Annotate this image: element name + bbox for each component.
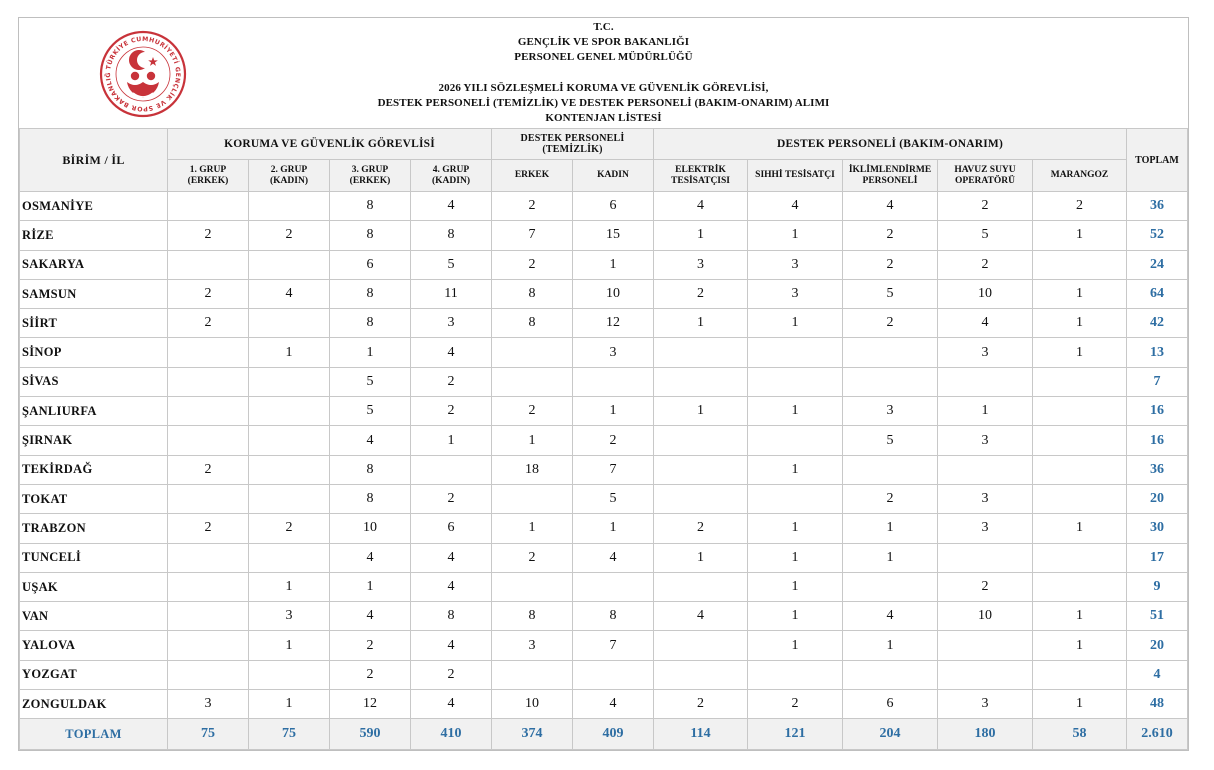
quota-cell: 3	[654, 250, 748, 279]
quota-cell	[168, 484, 249, 513]
province-name: SAMSUN	[20, 279, 168, 308]
quota-cell	[168, 543, 249, 572]
quota-cell	[1033, 455, 1127, 484]
table-row	[20, 690, 1188, 719]
column-header: ERKEK	[492, 160, 573, 192]
quota-cell: 8	[492, 309, 573, 338]
quota-cell: 2	[411, 367, 492, 396]
quota-cell: 8	[330, 455, 411, 484]
province-name: SİNOP	[20, 338, 168, 367]
column-total-cell: 204	[843, 719, 938, 750]
quota-cell: 4	[411, 690, 492, 719]
quota-cell: 4	[654, 192, 748, 221]
row-total-cell: 7	[1127, 367, 1188, 396]
quota-cell	[843, 455, 938, 484]
province-name: ŞIRNAK	[20, 426, 168, 455]
quota-cell: 3	[492, 631, 573, 660]
table-row	[20, 572, 1188, 601]
quota-cell	[492, 572, 573, 601]
quota-cell	[938, 455, 1033, 484]
quota-cell	[249, 543, 330, 572]
quota-cell: 2	[938, 192, 1033, 221]
quota-cell: 18	[492, 455, 573, 484]
quota-cell: 10	[938, 602, 1033, 631]
column-header: KADIN	[573, 160, 654, 192]
quota-cell: 12	[573, 309, 654, 338]
quota-cell	[938, 367, 1033, 396]
quota-cell	[748, 367, 843, 396]
table-row	[20, 631, 1188, 660]
row-total-cell: 51	[1127, 602, 1188, 631]
table-row	[20, 543, 1188, 572]
quota-cell: 1	[748, 572, 843, 601]
quota-cell: 8	[573, 602, 654, 631]
quota-cell: 2	[168, 309, 249, 338]
row-total-cell: 16	[1127, 397, 1188, 426]
column-total-cell: 58	[1033, 719, 1127, 750]
row-total-cell: 4	[1127, 660, 1188, 689]
quota-cell	[748, 426, 843, 455]
quota-cell: 5	[843, 426, 938, 455]
table-row	[20, 514, 1188, 543]
quota-cell	[573, 367, 654, 396]
quota-table	[19, 128, 1188, 750]
svg-text:TÜRKİYE CUMHURİYETİ GENÇLİK VE: TÜRKİYE CUMHURİYETİ GENÇLİK VE SPOR BAKANLIĞ	[104, 35, 182, 113]
quota-cell	[168, 397, 249, 426]
quota-cell: 1	[843, 514, 938, 543]
quota-cell: 1	[492, 426, 573, 455]
province-name: ŞANLIURFA	[20, 397, 168, 426]
quota-cell: 1	[1033, 279, 1127, 308]
row-total-cell: 20	[1127, 484, 1188, 513]
header-line-tc: T.C.	[593, 21, 614, 33]
quota-cell: 4	[411, 572, 492, 601]
quota-cell: 11	[411, 279, 492, 308]
quota-cell	[168, 250, 249, 279]
quota-cell: 3	[938, 484, 1033, 513]
grand-total-cell: 2.610	[1127, 719, 1188, 750]
quota-cell	[654, 338, 748, 367]
document-header	[19, 18, 1188, 129]
quota-cell	[1033, 543, 1127, 572]
quota-cell: 2	[411, 660, 492, 689]
row-header-cell: BİRİM / İL	[20, 129, 168, 192]
quota-cell: 6	[330, 250, 411, 279]
quota-cell	[1033, 484, 1127, 513]
table-row	[20, 192, 1188, 221]
quota-cell: 5	[573, 484, 654, 513]
quota-cell	[654, 572, 748, 601]
quota-cell: 1	[843, 543, 938, 572]
quota-cell: 7	[492, 221, 573, 250]
quota-cell	[748, 338, 843, 367]
quota-cell: 4	[748, 192, 843, 221]
quota-cell: 3	[938, 514, 1033, 543]
quota-cell: 8	[492, 279, 573, 308]
quota-cell: 1	[249, 572, 330, 601]
quota-cell: 8	[330, 221, 411, 250]
quota-cell: 2	[249, 514, 330, 543]
quota-cell	[654, 631, 748, 660]
column-header: 1. GRUP (ERKEK)	[168, 160, 249, 192]
quota-cell: 10	[573, 279, 654, 308]
quota-cell	[654, 484, 748, 513]
header-line-directorate: PERSONEL GENEL MÜDÜRLÜĞÜ	[514, 51, 693, 63]
row-total-cell: 36	[1127, 455, 1188, 484]
quota-cell: 3	[938, 426, 1033, 455]
quota-cell: 2	[330, 660, 411, 689]
quota-cell: 8	[330, 279, 411, 308]
table-row	[20, 602, 1188, 631]
quota-cell: 2	[492, 543, 573, 572]
quota-cell: 1	[573, 250, 654, 279]
quota-cell: 7	[573, 631, 654, 660]
quota-cell: 2	[492, 192, 573, 221]
quota-cell	[492, 660, 573, 689]
table-row	[20, 397, 1188, 426]
quota-cell	[249, 455, 330, 484]
column-header: HAVUZ SUYU OPERATÖRÜ	[938, 160, 1033, 192]
quota-cell	[654, 367, 748, 396]
province-name: RİZE	[20, 221, 168, 250]
quota-cell: 2	[168, 221, 249, 250]
province-name: TEKİRDAĞ	[20, 455, 168, 484]
quota-cell: 8	[330, 484, 411, 513]
quota-cell: 1	[330, 572, 411, 601]
quota-cell: 4	[411, 543, 492, 572]
column-total-cell: 409	[573, 719, 654, 750]
table-body	[20, 192, 1188, 719]
quota-cell: 4	[573, 543, 654, 572]
quota-cell: 1	[249, 338, 330, 367]
quota-cell: 2	[843, 309, 938, 338]
quota-cell	[938, 631, 1033, 660]
footer-total-row	[20, 719, 1188, 750]
quota-cell: 2	[654, 279, 748, 308]
column-header: ELEKTRİK TESİSATÇISI	[654, 160, 748, 192]
table-row	[20, 426, 1188, 455]
province-name: ZONGULDAK	[20, 690, 168, 719]
quota-cell: 4	[938, 309, 1033, 338]
row-total-cell: 52	[1127, 221, 1188, 250]
footer-label: TOPLAM	[20, 719, 168, 750]
quota-cell: 5	[330, 367, 411, 396]
column-total-cell: 590	[330, 719, 411, 750]
column-header: 2. GRUP (KADIN)	[249, 160, 330, 192]
header-line-title-2: DESTEK PERSONELİ (TEMİZLİK) VE DESTEK PERSONELİ (BAKIM-ONARIM) ALIMI	[377, 97, 830, 109]
quota-cell: 1	[1033, 309, 1127, 338]
quota-cell: 1	[1033, 602, 1127, 631]
quota-cell: 4	[654, 602, 748, 631]
province-name: SİVAS	[20, 367, 168, 396]
quota-cell: 2	[843, 484, 938, 513]
quota-cell	[249, 192, 330, 221]
quota-cell	[748, 660, 843, 689]
quota-cell: 8	[492, 602, 573, 631]
table-row	[20, 484, 1188, 513]
quota-cell: 2	[168, 455, 249, 484]
table-row	[20, 309, 1188, 338]
quota-cell: 5	[411, 250, 492, 279]
quota-cell	[249, 484, 330, 513]
row-total-cell: 42	[1127, 309, 1188, 338]
quota-cell: 1	[748, 309, 843, 338]
quota-cell	[249, 660, 330, 689]
quota-cell: 2	[938, 250, 1033, 279]
quota-cell: 2	[492, 250, 573, 279]
quota-cell: 5	[330, 397, 411, 426]
quota-cell	[843, 338, 938, 367]
column-total-cell: 75	[168, 719, 249, 750]
quota-cell: 1	[1033, 631, 1127, 660]
quota-cell: 4	[330, 543, 411, 572]
quota-cell: 1	[654, 221, 748, 250]
header-line-title-1: 2026 YILI SÖZLEŞMELİ KORUMA VE GÜVENLİK GÖREVLİSİ,	[438, 82, 769, 94]
quota-cell: 2	[573, 426, 654, 455]
province-name: OSMANİYE	[20, 192, 168, 221]
quota-cell	[654, 455, 748, 484]
quota-cell: 3	[249, 602, 330, 631]
row-total-cell: 48	[1127, 690, 1188, 719]
quota-cell: 2	[249, 221, 330, 250]
quota-cell	[843, 367, 938, 396]
province-name: VAN	[20, 602, 168, 631]
quota-cell	[1033, 426, 1127, 455]
column-header: 4. GRUP (KADIN)	[411, 160, 492, 192]
quota-cell: 1	[1033, 338, 1127, 367]
quota-cell: 6	[843, 690, 938, 719]
quota-cell	[492, 484, 573, 513]
quota-cell: 4	[330, 426, 411, 455]
header-line-title-3: KONTENJAN LİSTESİ	[545, 112, 662, 124]
quota-cell: 1	[330, 338, 411, 367]
quota-cell: 2	[411, 397, 492, 426]
quota-cell	[654, 660, 748, 689]
quota-cell: 7	[573, 455, 654, 484]
quota-cell: 4	[843, 602, 938, 631]
quota-cell: 3	[411, 309, 492, 338]
quota-cell: 3	[938, 690, 1033, 719]
quota-cell: 1	[573, 397, 654, 426]
quota-cell	[492, 367, 573, 396]
quota-cell	[249, 426, 330, 455]
province-name: YALOVA	[20, 631, 168, 660]
quota-cell	[654, 426, 748, 455]
province-name: SİİRT	[20, 309, 168, 338]
quota-cell: 1	[748, 397, 843, 426]
quota-cell: 1	[654, 397, 748, 426]
quota-cell	[1033, 250, 1127, 279]
quota-cell	[843, 660, 938, 689]
quota-cell: 3	[748, 250, 843, 279]
column-header: SIHHİ TESİSATÇI	[748, 160, 843, 192]
province-name: TRABZON	[20, 514, 168, 543]
quota-cell: 1	[1033, 690, 1127, 719]
row-total-cell: 20	[1127, 631, 1188, 660]
quota-cell: 4	[411, 192, 492, 221]
quota-cell: 1	[249, 631, 330, 660]
quota-cell: 1	[748, 514, 843, 543]
row-total-cell: 13	[1127, 338, 1188, 367]
column-total-cell: 410	[411, 719, 492, 750]
quota-cell: 5	[843, 279, 938, 308]
quota-cell: 1	[1033, 221, 1127, 250]
quota-cell: 10	[492, 690, 573, 719]
quota-cell: 2	[843, 250, 938, 279]
column-total-cell: 180	[938, 719, 1033, 750]
quota-cell	[168, 602, 249, 631]
quota-cell: 10	[330, 514, 411, 543]
quota-cell: 6	[573, 192, 654, 221]
quota-cell: 4	[249, 279, 330, 308]
quota-cell	[1033, 367, 1127, 396]
quota-cell: 2	[330, 631, 411, 660]
province-name: YOZGAT	[20, 660, 168, 689]
quota-cell	[1033, 572, 1127, 601]
quota-cell: 4	[411, 631, 492, 660]
column-total-cell: 75	[249, 719, 330, 750]
quota-cell	[843, 572, 938, 601]
quota-cell: 2	[938, 572, 1033, 601]
quota-cell: 1	[843, 631, 938, 660]
quota-cell	[249, 367, 330, 396]
quota-cell: 1	[573, 514, 654, 543]
quota-cell	[168, 426, 249, 455]
column-total-cell: 121	[748, 719, 843, 750]
quota-cell	[1033, 660, 1127, 689]
header-line-ministry: GENÇLİK VE SPOR BAKANLIĞI	[517, 36, 690, 48]
quota-cell	[938, 660, 1033, 689]
group-header-maintenance: DESTEK PERSONELİ (BAKIM-ONARIM)	[654, 129, 1127, 160]
quota-cell: 2	[843, 221, 938, 250]
province-name: SAKARYA	[20, 250, 168, 279]
table-row	[20, 221, 1188, 250]
quota-cell: 2	[654, 514, 748, 543]
quota-cell: 2	[654, 690, 748, 719]
quota-cell: 6	[411, 514, 492, 543]
group-header-security: KORUMA VE GÜVENLİK GÖREVLİSİ	[168, 129, 492, 160]
quota-cell: 1	[1033, 514, 1127, 543]
column-header: 3. GRUP (ERKEK)	[330, 160, 411, 192]
quota-cell: 2	[748, 690, 843, 719]
quota-cell: 3	[748, 279, 843, 308]
row-total-cell: 24	[1127, 250, 1188, 279]
province-name: TUNCELİ	[20, 543, 168, 572]
group-header-cleaning: DESTEK PERSONELİ (TEMİZLİK)	[492, 129, 654, 160]
table-row	[20, 250, 1188, 279]
quota-cell: 10	[938, 279, 1033, 308]
column-header-row	[20, 160, 1188, 192]
quota-cell: 2	[168, 279, 249, 308]
quota-cell	[938, 543, 1033, 572]
quota-cell: 2	[1033, 192, 1127, 221]
column-total-cell: 374	[492, 719, 573, 750]
quota-cell: 5	[938, 221, 1033, 250]
row-total-cell: 30	[1127, 514, 1188, 543]
row-total-cell: 9	[1127, 572, 1188, 601]
quota-cell	[168, 631, 249, 660]
quota-cell	[168, 367, 249, 396]
quota-cell: 8	[411, 221, 492, 250]
total-header-cell: TOPLAM	[1127, 129, 1188, 192]
quota-cell	[168, 192, 249, 221]
quota-cell: 3	[573, 338, 654, 367]
quota-cell: 4	[330, 602, 411, 631]
quota-cell: 1	[938, 397, 1033, 426]
quota-cell: 3	[938, 338, 1033, 367]
quota-cell: 8	[330, 192, 411, 221]
quota-cell: 1	[748, 221, 843, 250]
quota-cell: 8	[330, 309, 411, 338]
quota-cell: 4	[843, 192, 938, 221]
document-page	[18, 17, 1189, 751]
quota-cell: 15	[573, 221, 654, 250]
quota-cell: 1	[654, 309, 748, 338]
quota-cell	[573, 660, 654, 689]
quota-cell: 4	[573, 690, 654, 719]
quota-cell: 1	[411, 426, 492, 455]
quota-cell: 1	[748, 631, 843, 660]
column-total-cell: 114	[654, 719, 748, 750]
column-header: MARANGOZ	[1033, 160, 1127, 192]
quota-cell: 12	[330, 690, 411, 719]
table-row	[20, 279, 1188, 308]
quota-cell: 1	[654, 543, 748, 572]
quota-cell: 2	[492, 397, 573, 426]
quota-cell: 2	[411, 484, 492, 513]
quota-cell: 1	[492, 514, 573, 543]
quota-cell	[249, 397, 330, 426]
province-name: TOKAT	[20, 484, 168, 513]
row-total-cell: 36	[1127, 192, 1188, 221]
row-total-cell: 16	[1127, 426, 1188, 455]
row-total-cell: 64	[1127, 279, 1188, 308]
quota-cell: 1	[748, 543, 843, 572]
quota-cell	[249, 309, 330, 338]
row-total-cell: 17	[1127, 543, 1188, 572]
quota-cell	[168, 660, 249, 689]
quota-cell: 2	[168, 514, 249, 543]
quota-cell: 3	[168, 690, 249, 719]
quota-cell: 1	[748, 455, 843, 484]
quota-cell: 1	[748, 602, 843, 631]
quota-cell: 4	[411, 338, 492, 367]
quota-cell	[168, 338, 249, 367]
table-row	[20, 455, 1188, 484]
quota-cell	[249, 250, 330, 279]
quota-cell: 3	[843, 397, 938, 426]
quota-cell	[492, 338, 573, 367]
quota-cell	[573, 572, 654, 601]
quota-cell	[168, 572, 249, 601]
table-row	[20, 660, 1188, 689]
quota-cell	[1033, 397, 1127, 426]
province-name: UŞAK	[20, 572, 168, 601]
table-row	[20, 338, 1188, 367]
column-header: İKLİMLENDİRME PERSONELİ	[843, 160, 938, 192]
quota-cell	[411, 455, 492, 484]
quota-cell: 8	[411, 602, 492, 631]
quota-cell	[748, 484, 843, 513]
table-row	[20, 367, 1188, 396]
quota-cell: 1	[249, 690, 330, 719]
